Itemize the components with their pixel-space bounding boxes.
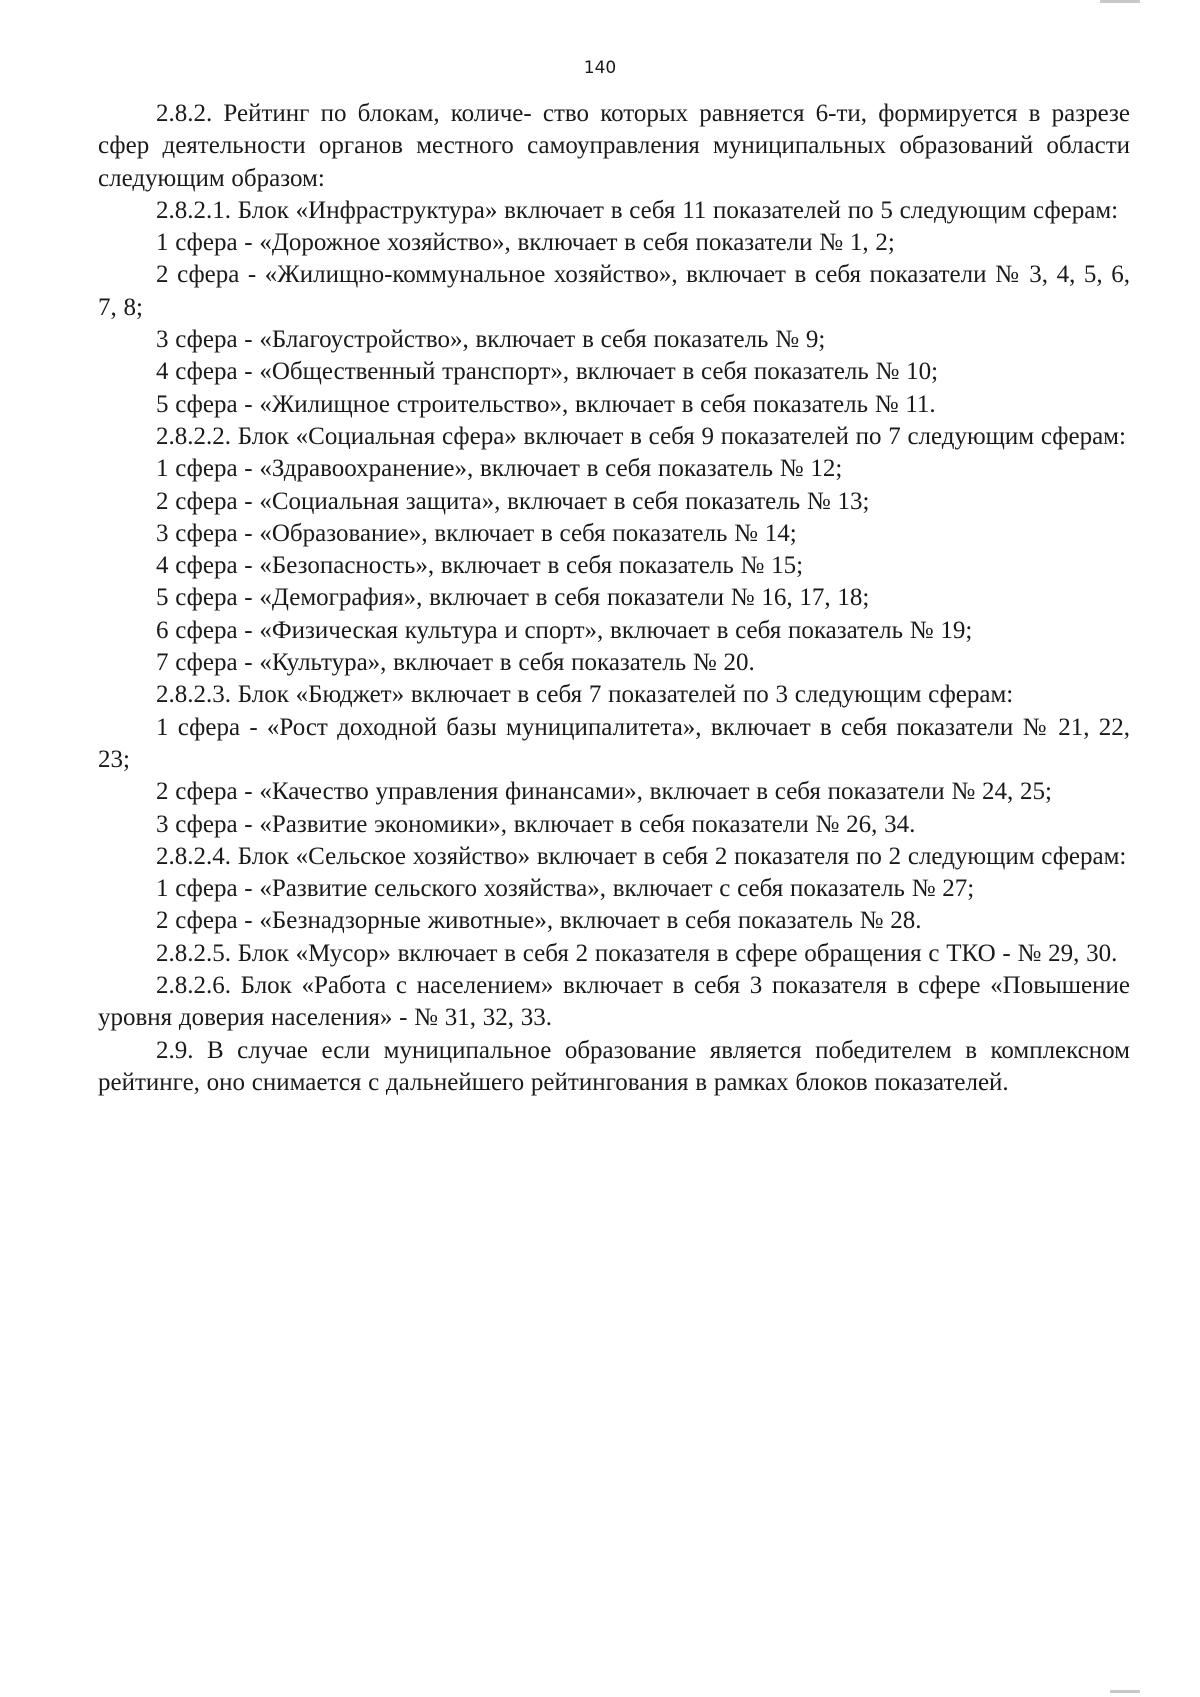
list-item: 2 сфера - «Жилищно-коммунальное хозяйство», включает в себя показатели № 3, 4, 5, 6, 7, 8; <box>98 261 1130 321</box>
list-item: 3 сфера - «Образование», включает в себя показатель № 14; <box>156 519 797 547</box>
scan-mark-top <box>1100 0 1140 3</box>
paragraph-2-8-2-4: 2.8.2.4. Блок «Сельское хозяйство» включает в себя 2 показателя по 2 следующим сферам: <box>156 842 1127 870</box>
paragraph-2-8-2-2: 2.8.2.2. Блок «Социальная сфера» включает в себя 9 показателей по 7 следующим сферам: <box>156 422 1126 450</box>
paragraph-2-8-2-5: 2.8.2.5. Блок «Мусор» включает в себя 2 показателя в сфере обращения с ТКО - № 29, 30. <box>156 939 1118 967</box>
list-item: 3 сфера - «Развитие экономики», включает в себя показатели № 26, 34. <box>156 810 916 838</box>
list-item: 2 сфера - «Безнадзорные животные», включает в себя показатель № 28. <box>156 907 922 935</box>
list-item: 5 сфера - «Жилищное строительство», включает в себя показатель № 11. <box>156 390 936 418</box>
list-item: 5 сфера - «Демография», включает в себя показатели № 16, 17, 18; <box>156 584 870 612</box>
scan-mark-bottom <box>1110 1690 1140 1693</box>
document-body <box>98 98 1130 1099</box>
list-item: 4 сфера - «Общественный транспорт», включает в себя показатель № 10; <box>156 358 939 386</box>
list-item: 1 сфера - «Развитие сельского хозяйства», включает с себя показатель № 27; <box>156 875 975 903</box>
paragraph-2-8-2-1: 2.8.2.1. Блок «Инфраструктура» включает в себя 11 показателей по 5 следующим сферам: <box>156 196 1119 224</box>
list-item: 3 сфера - «Благоустройство», включает в себя показатель № 9; <box>156 326 826 354</box>
list-item: 2 сфера - «Качество управления финансами», включает в себя показатели № 24, 25; <box>156 778 1052 806</box>
paragraph-2-8-2-3: 2.8.2.3. Блок «Бюджет» включает в себя 7 показателей по 3 следующим сферам: <box>156 681 1014 709</box>
list-item: 4 сфера - «Безопасность», включает в себя показатель № 15; <box>156 552 804 580</box>
list-item: 6 сфера - «Физическая культура и спорт», включает в себя показатель № 19; <box>156 616 973 644</box>
list-item: 1 сфера - «Рост доходной базы муниципалитета», включает в себя показатели № 21, 22, 23; <box>98 713 1130 773</box>
list-item: 1 сфера - «Дорожное хозяйство», включает в себя показатели № 1, 2; <box>156 229 895 257</box>
paragraph-2-8-2: 2.8.2. Рейтинг по блокам, количе- ство которых равняется 6-ти, формируется в разрезе сфер деятельности органов местного самоуправления муниципальных образований области следующим образом: <box>98 100 1130 192</box>
paragraph-2-8-2-6: 2.8.2.6. Блок «Работа с населением» включает в себя 3 показателя в сфере «Повышение уровня доверия населения» - № 31, 32, 33. <box>98 972 1130 1032</box>
page-number: 140 <box>583 58 617 78</box>
list-item: 2 сфера - «Социальная защита», включает в себя показатель № 13; <box>156 487 870 515</box>
list-item: 7 сфера - «Культура», включает в себя показатель № 20. <box>156 649 755 677</box>
list-item: 1 сфера - «Здравоохранение», включает в себя показатель № 12; <box>156 455 843 483</box>
paragraph-2-9: 2.9. В случае если муниципальное образование является победителем в комплексном рейтинге, оно снимается с дальнейшего рейтингования в рамках блоков показателей. <box>98 1036 1130 1096</box>
